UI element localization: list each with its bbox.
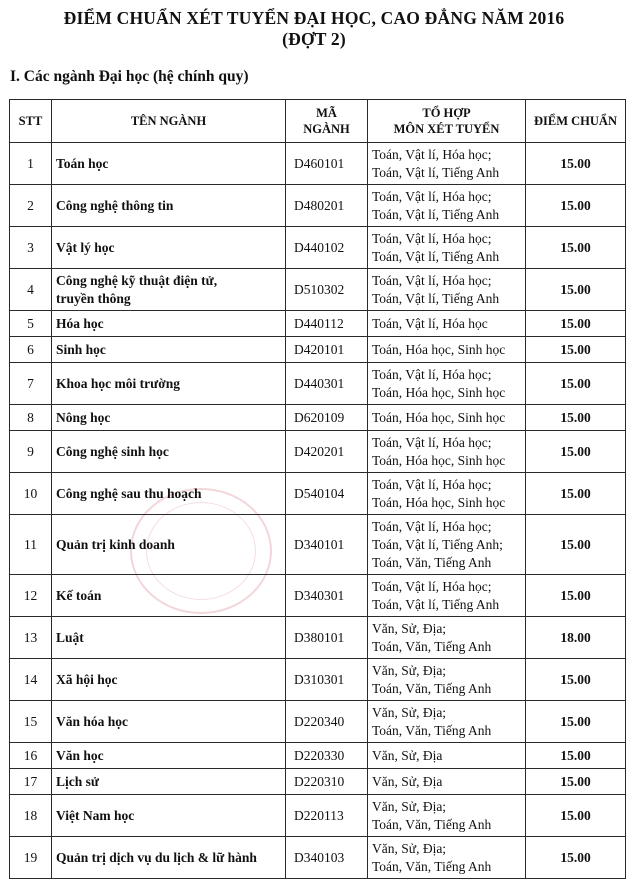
row-stt: 2 — [10, 185, 52, 227]
row-code: D540104 — [286, 473, 368, 515]
table-row — [10, 795, 626, 837]
row-combo-line: Toán, Vật lí, Tiếng Anh — [372, 206, 500, 222]
row-name-line: Xã hội học — [56, 671, 118, 687]
row-code: D460101 — [286, 143, 368, 185]
section-heading: I. Các ngành Đại học (hệ chính quy) — [10, 68, 249, 85]
row-combo-line: Toán, Văn, Tiếng Anh — [372, 554, 492, 570]
row-combos — [368, 431, 526, 473]
row-combos — [368, 143, 526, 185]
row-combo-line: Toán, Vật lí, Hóa học; — [372, 434, 492, 450]
row-name — [52, 185, 286, 227]
row-combo-line: Toán, Vật lí, Hóa học; — [372, 578, 492, 594]
header-code-line-2: NGÀNH — [303, 122, 350, 136]
row-combo-line: Văn, Sử, Địa — [372, 747, 443, 763]
row-score: 15.00 — [526, 269, 626, 311]
row-combos — [368, 337, 526, 363]
row-stt: 7 — [10, 363, 52, 405]
row-combo-line: Văn, Sử, Địa; — [372, 798, 447, 814]
row-name-line: Vật lý học — [56, 239, 115, 255]
header-combo-line-2: MÔN XÉT TUYỂN — [393, 122, 500, 136]
row-score: 15.00 — [526, 143, 626, 185]
row-stt: 8 — [10, 405, 52, 431]
row-combos — [368, 473, 526, 515]
row-combo-line: Toán, Vật lí, Hóa học; — [372, 476, 492, 492]
row-combos — [368, 743, 526, 769]
document-title — [0, 8, 628, 50]
table-row — [10, 617, 626, 659]
row-combo-line: Toán, Vật lí, Tiếng Anh — [372, 290, 500, 306]
row-combo-line: Toán, Vật lí, Hóa học; — [372, 518, 492, 534]
row-stt: 6 — [10, 337, 52, 363]
row-combos — [368, 515, 526, 575]
table-row — [10, 405, 626, 431]
row-name-line: Văn học — [56, 747, 104, 763]
row-score: 15.00 — [526, 405, 626, 431]
row-combo-line: Toán, Hóa học, Sinh học — [372, 452, 506, 468]
row-name-line: Việt Nam học — [56, 807, 135, 823]
row-code: D420101 — [286, 337, 368, 363]
row-combos — [368, 701, 526, 743]
row-stt: 16 — [10, 743, 52, 769]
row-code: D420201 — [286, 431, 368, 473]
row-combo-line: Toán, Vật lí, Hóa học; — [372, 230, 492, 246]
row-combo-line: Toán, Vật lí, Hóa học; — [372, 146, 492, 162]
table-row — [10, 473, 626, 515]
row-code: D220113 — [286, 795, 368, 837]
title-line-1: ĐIỂM CHUẨN XÉT TUYỂN ĐẠI HỌC, CAO ĐẲNG NĂM 2016 — [63, 8, 565, 28]
row-combo-line: Văn, Sử, Địa; — [372, 620, 447, 636]
row-name-line: Công nghệ sinh học — [56, 443, 169, 459]
row-name-line: Quản trị kinh doanh — [56, 536, 175, 552]
row-combo-line: Toán, Vật lí, Hóa học — [372, 315, 488, 331]
row-combo-line: Toán, Vật lí, Tiếng Anh — [372, 164, 500, 180]
row-score: 15.00 — [526, 227, 626, 269]
row-score: 15.00 — [526, 769, 626, 795]
row-name-line: Toán học — [56, 155, 109, 171]
row-combos — [368, 405, 526, 431]
row-combos — [368, 575, 526, 617]
row-name — [52, 617, 286, 659]
row-stt: 1 — [10, 143, 52, 185]
row-name-line: Kế toán — [56, 587, 102, 603]
table-header-row — [10, 100, 626, 143]
row-combo-line: Toán, Văn, Tiếng Anh — [372, 722, 492, 738]
row-name — [52, 575, 286, 617]
row-stt: 13 — [10, 617, 52, 659]
row-stt: 18 — [10, 795, 52, 837]
row-name-line: Công nghệ kỹ thuật điện tử, — [56, 272, 218, 288]
row-stt: 3 — [10, 227, 52, 269]
row-name-line: Quản trị dịch vụ du lịch & lữ hành — [56, 849, 257, 865]
header-combo — [368, 100, 526, 143]
row-name — [52, 473, 286, 515]
row-stt: 5 — [10, 311, 52, 337]
row-name-line: Văn hóa học — [56, 713, 129, 729]
row-combos — [368, 269, 526, 311]
row-score: 15.00 — [526, 575, 626, 617]
row-combo-line: Toán, Văn, Tiếng Anh — [372, 816, 492, 832]
row-combo-line: Toán, Vật lí, Tiếng Anh — [372, 596, 500, 612]
row-combo-line: Toán, Hóa học, Sinh học — [372, 384, 506, 400]
row-code: D340103 — [286, 837, 368, 879]
row-combo-line: Toán, Vật lí, Hóa học; — [372, 188, 492, 204]
row-name — [52, 337, 286, 363]
header-code — [286, 100, 368, 143]
row-combos — [368, 227, 526, 269]
row-name — [52, 659, 286, 701]
row-combos — [368, 617, 526, 659]
row-name — [52, 143, 286, 185]
row-code: D440102 — [286, 227, 368, 269]
table-row — [10, 515, 626, 575]
row-code: D310301 — [286, 659, 368, 701]
row-stt: 11 — [10, 515, 52, 575]
row-name-line: Nông học — [56, 409, 111, 425]
row-combo-line: Toán, Vật lí, Tiếng Anh; — [372, 536, 503, 552]
table-row — [10, 837, 626, 879]
row-code: D220330 — [286, 743, 368, 769]
row-code: D510302 — [286, 269, 368, 311]
row-stt: 10 — [10, 473, 52, 515]
row-name — [52, 311, 286, 337]
table-body — [10, 143, 626, 879]
row-stt: 15 — [10, 701, 52, 743]
row-name — [52, 269, 286, 311]
row-name — [52, 743, 286, 769]
row-name — [52, 227, 286, 269]
row-combo-line: Toán, Hóa học, Sinh học — [372, 494, 506, 510]
row-name — [52, 837, 286, 879]
row-score: 15.00 — [526, 659, 626, 701]
header-code-line-1: MÃ — [316, 106, 337, 120]
header-name: TÊN NGÀNH — [52, 100, 286, 143]
row-stt: 19 — [10, 837, 52, 879]
row-combo-line: Toán, Văn, Tiếng Anh — [372, 680, 492, 696]
row-code: D480201 — [286, 185, 368, 227]
row-stt: 4 — [10, 269, 52, 311]
row-name — [52, 795, 286, 837]
row-stt: 14 — [10, 659, 52, 701]
row-combo-line: Toán, Văn, Tiếng Anh — [372, 638, 492, 654]
row-name — [52, 431, 286, 473]
row-combo-line: Văn, Sử, Địa; — [372, 662, 447, 678]
row-name — [52, 405, 286, 431]
row-score: 15.00 — [526, 701, 626, 743]
row-score: 15.00 — [526, 311, 626, 337]
table-row — [10, 337, 626, 363]
row-score: 15.00 — [526, 337, 626, 363]
table-row — [10, 431, 626, 473]
table-row — [10, 227, 626, 269]
row-name-line: Khoa học môi trường — [56, 375, 180, 391]
table-row — [10, 659, 626, 701]
row-score: 15.00 — [526, 431, 626, 473]
row-name-line: Luật — [56, 629, 84, 645]
row-score: 15.00 — [526, 185, 626, 227]
table-row — [10, 185, 626, 227]
header-stt: STT — [10, 100, 52, 143]
row-combo-line: Toán, Vật lí, Tiếng Anh — [372, 248, 500, 264]
row-name — [52, 701, 286, 743]
row-name — [52, 363, 286, 405]
row-code: D380101 — [286, 617, 368, 659]
row-name-line: Công nghệ sau thu hoạch — [56, 485, 202, 501]
row-combo-line: Toán, Văn, Tiếng Anh — [372, 858, 492, 874]
table-row — [10, 311, 626, 337]
row-score: 15.00 — [526, 515, 626, 575]
row-name — [52, 515, 286, 575]
row-name-line: Công nghệ thông tin — [56, 197, 174, 213]
row-combo-line: Toán, Vật lí, Hóa học; — [372, 272, 492, 288]
table-row — [10, 269, 626, 311]
row-code: D220310 — [286, 769, 368, 795]
row-code: D220340 — [286, 701, 368, 743]
row-code: D340301 — [286, 575, 368, 617]
table-row — [10, 143, 626, 185]
header-score: ĐIỂM CHUẨN — [526, 100, 626, 143]
row-stt: 9 — [10, 431, 52, 473]
row-score: 15.00 — [526, 743, 626, 769]
header-combo-line-1: TỔ HỢP — [422, 106, 471, 120]
row-code: D440301 — [286, 363, 368, 405]
table-row — [10, 575, 626, 617]
row-combo-line: Toán, Hóa học, Sinh học — [372, 409, 506, 425]
row-name — [52, 769, 286, 795]
row-score: 15.00 — [526, 363, 626, 405]
admission-scores-table — [9, 99, 626, 879]
table-row — [10, 743, 626, 769]
row-combo-line: Văn, Sử, Địa — [372, 773, 443, 789]
row-score: 15.00 — [526, 473, 626, 515]
row-name-line: Sinh học — [56, 341, 106, 357]
row-name-line: Hóa học — [56, 315, 104, 331]
row-combos — [368, 185, 526, 227]
row-combos — [368, 769, 526, 795]
row-combo-line: Toán, Hóa học, Sinh học — [372, 341, 506, 357]
table-row — [10, 769, 626, 795]
row-stt: 17 — [10, 769, 52, 795]
row-combo-line: Toán, Vật lí, Hóa học; — [372, 366, 492, 382]
row-score: 15.00 — [526, 795, 626, 837]
row-name-line: truyền thông — [56, 290, 131, 306]
title-line-2: (ĐỢT 2) — [282, 29, 346, 49]
table-row — [10, 701, 626, 743]
row-code: D340101 — [286, 515, 368, 575]
row-combos — [368, 363, 526, 405]
table-row — [10, 363, 626, 405]
row-name-line: Lịch sử — [56, 773, 99, 789]
row-score: 18.00 — [526, 617, 626, 659]
row-score: 15.00 — [526, 837, 626, 879]
row-combos — [368, 837, 526, 879]
row-code: D620109 — [286, 405, 368, 431]
row-combo-line: Văn, Sử, Địa; — [372, 840, 447, 856]
row-combos — [368, 311, 526, 337]
row-stt: 12 — [10, 575, 52, 617]
row-combos — [368, 659, 526, 701]
row-code: D440112 — [286, 311, 368, 337]
row-combos — [368, 795, 526, 837]
row-combo-line: Văn, Sử, Địa; — [372, 704, 447, 720]
